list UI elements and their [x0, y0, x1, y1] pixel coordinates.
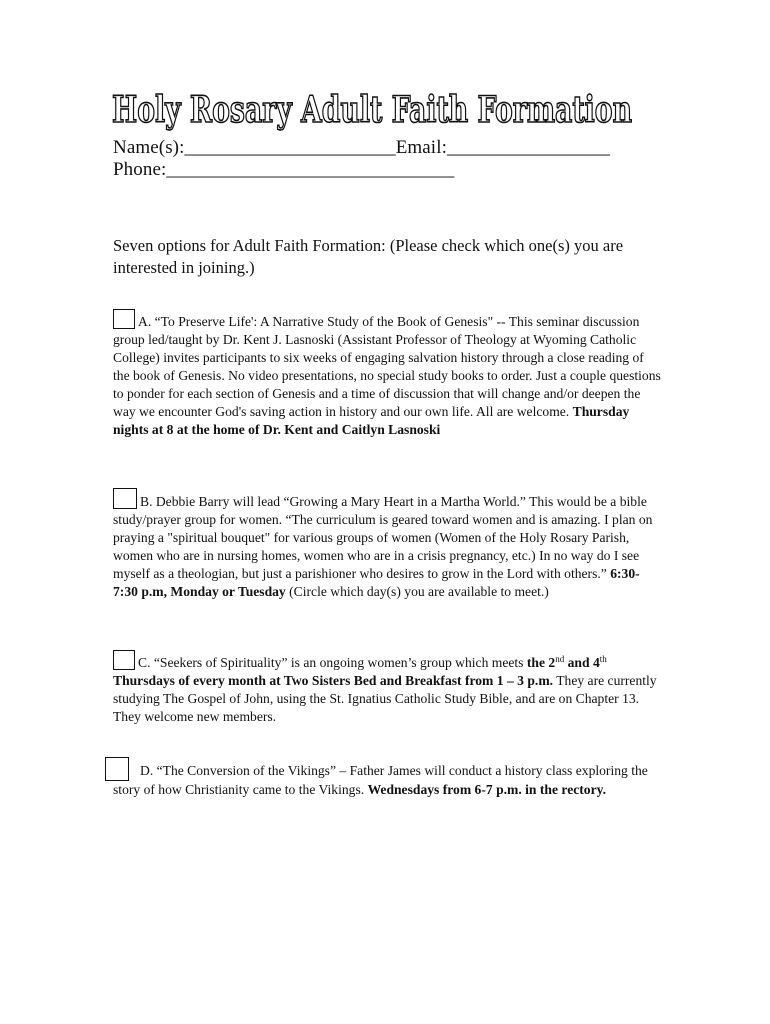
page-title-outline: [110, 86, 650, 132]
option-c-schedule-2: and 4: [567, 655, 600, 670]
option-c-sup-2: th: [599, 654, 607, 664]
option-a-schedule: Thursday nights at 8 at the home of Dr. Kent and Caitlyn Lasnoski: [113, 404, 630, 437]
option-c-schedule-3: Thursdays of every month at Two Sisters Bed and Breakfast from 1 – 3 p.m.: [113, 673, 554, 688]
option-d-checkbox[interactable]: [105, 757, 129, 781]
option-c-text: C. “Seekers of Spirituality” is an ongoing women’s group which meets: [138, 655, 524, 670]
option-c: [113, 650, 661, 726]
option-c-schedule-1: the 2: [526, 655, 556, 670]
option-b-text: B. Debbie Barry will lead “Growing a Mary Heart in a Martha World.” This would be a bible study/prayer group for women. “The curriculum is geared toward women and is amazing. I plan on praying a "spiritual bouquet" for various groups of women (Women of the Holy Rosary Parish, women who are in nursing homes, women who are in a crisis pregnancy, etc.) In no way do I see myself as a theologian, but just a parishioner who desires to grow in the Lord with others.”: [113, 494, 653, 581]
page-title: [110, 86, 650, 132]
intro-text: Seven options for Adult Faith Formation: (Please check which one(s) you are interested in joining.): [113, 236, 624, 277]
option-b-note: (Circle which day(s) you are available to meet.): [289, 584, 549, 599]
option-a-checkbox[interactable]: [113, 309, 135, 329]
option-c-sup-1: nd: [555, 654, 565, 664]
option-d-text: D. “The Conversion of the Vikings” – Father James will conduct a history class exploring the story of how Christianity came to the Vikings.: [113, 763, 648, 797]
name-email-fields[interactable]: Name(s):______________________Email:_________________: [113, 137, 611, 158]
option-a-text: A. “To Preserve Life': A Narrative Study of the Book of Genesis" -- This seminar discussion group led/taught by Dr. Kent J. Lasnoski (Assistant Professor of Theology at Wyoming Catholic College) invites participants to six weeks of engaging salvation history through a close reading of the book of Genesis. No video presentations, no special study books to order. Just a couple questions to ponder for each section of Genesis and a time of discussion that will change and/or deepen the way we encounter God's saving action in history and our own life. All are welcome.: [113, 314, 661, 419]
phone-field[interactable]: Phone:______________________________: [113, 159, 455, 180]
option-b-schedule: 6:30-7:30 p.m, Monday or Tuesday: [113, 566, 640, 599]
option-c-note: They are currently studying The Gospel of John, using the St. Ignatius Catholic Study Bible, and are on Chapter 13. They welcome new members.: [113, 673, 657, 724]
option-a: [113, 309, 661, 439]
option-d-schedule: Wednesdays from 6-7 p.m. in the rectory.: [367, 782, 607, 797]
option-b-checkbox[interactable]: [113, 488, 137, 509]
option-d: [113, 757, 661, 799]
option-b: [113, 488, 661, 601]
page-title-text: Holy Rosary Adult Faith Formation: [112, 89, 632, 131]
option-c-checkbox[interactable]: [113, 650, 135, 670]
